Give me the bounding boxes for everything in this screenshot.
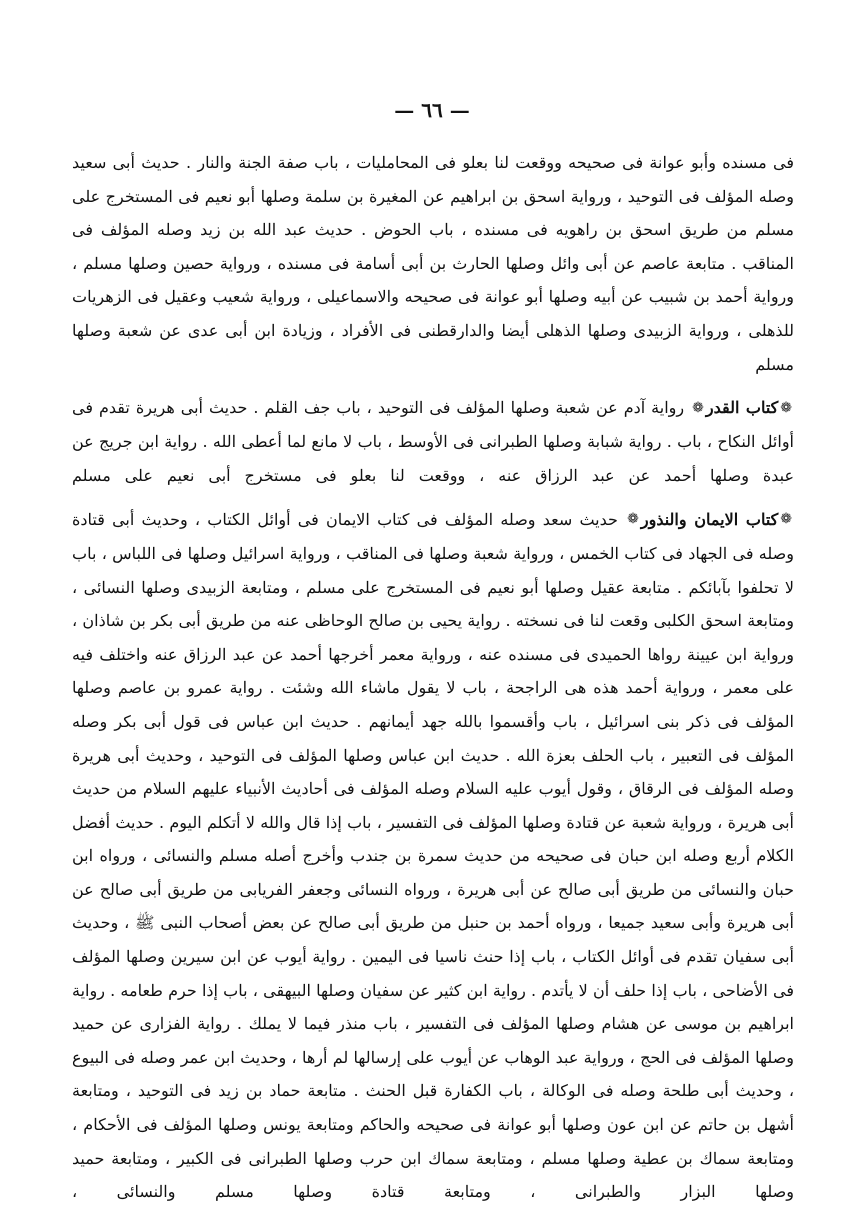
ornament-icon: ❁ [692, 399, 704, 416]
paragraph-3 [72, 503, 794, 1209]
paragraph-2 [72, 391, 794, 492]
chapter-heading-qadar: كتاب القدر [705, 398, 779, 418]
paragraph-1 [72, 146, 794, 381]
page-content [72, 146, 794, 1209]
paragraph-2-text: رواية آدم عن شعبة وصلها المؤلف فى التوحيد ، باب جف القلم . حديث أبى هريرة تقدم فى أوائل النكاح ، باب . رواية شبابة وصلها الطبرانى فى الأوسط ، باب لا مانع لما أعطى الله . رواية ابن جريج عن عبدة وصلها أحمد عن عبد الرزاق عنه ، ووقعت لنا بعلو فى مستخرج أبى نعيم على مسلم [72, 398, 794, 486]
ornament-icon: ❁ [627, 511, 639, 528]
paragraph-3-text: حديث سعد وصله المؤلف فى كتاب الايمان فى أوائل الكتاب ، وحديث أبى قتادة وصله فى الجهاد فى كتاب الخمس ، ورواية شعبة وصلها فى المناقب ، ورواية اسرائيل وصلها فى اللباس ، باب لا تحلفوا بآبائكم . متابعة عقيل وصلها أبو نعيم فى المستخرج على مسلم ، ومتابعة الزبيدى وصلها النسائى ، ومتابعة اسحق الكلبى وقعت لنا فى نسخته . رواية يحيى بن صالح الوحاظى عنه من طريق أبى بكر بن شاذان ، ورواية ابن عيينة رواها الحميدى فى مسنده عنه ، ورواية معمر أخرجها أحمد عن عبد الرزاق عنه واختلف فيه على معمر ، ورواية أحمد هذه هى الراجحة ، باب لا يقول ماشاء الله وشئت . رواية عمرو بن عاصم وصلها المؤلف فى ذكر بنى اسرائيل ، باب وأقسموا بالله جهد أيمانهم . حديث ابن عباس فى قول أبى بكر وصله المؤلف فى التعبير ، باب الحلف بعزة الله . حديث ابن عباس وصلها المؤلف فى التوحيد ، وحديث أبى هريرة وصله المؤلف فى الرقاق ، وقول أيوب عليه السلام وصله المؤلف فى أحاديث الأنبياء عليهم السلام من حديث أبى هريرة ، ورواية شعبة عن قتادة وصلها المؤلف فى التفسير ، باب إذا قال والله لا أتكلم اليوم . حديث أفضل الكلام أربع وصله ابن حبان فى صحيحه من حديث سمرة بن جندب وأخرج أصله مسلم والنسائى ، ورواه ابن حبان والنسائى من طريق أبى صالح عن أبى هريرة ، ورواه النسائى وجعفر الفريابى من طريق أبى صالح عن أبى هريرة وأبى سعيد جميعا ، ورواه أحمد بن حنبل من طريق أبى صالح عن بعض أصحاب النبى ﷺ ، وحديث أبى سفيان تقدم فى أوائل الكتاب ، باب إذا حنث ناسيا فى اليمين . رواية أيوب عن ابن سيرين وصلها المؤلف فى الأضاحى ، باب إذا حلف أن لا يأتدم . رواية ابن كثير عن سفيان وصلها البيهقى ، باب إذا حرم طعامه . رواية ابراهيم بن موسى عن هشام وصلها المؤلف فى التفسير ، باب منذر فيما لا يملك . رواية الفزارى عن حميد وصلها المؤلف فى الحج ، ورواية عبد الوهاب عن أيوب على إرسالها لم أرها ، وحديث ابن عمر وصله فى البيوع ، وحديث أبى طلحة وصله فى الوكالة ، باب الكفارة قبل الحنث . متابعة حماد بن زيد فى التوحيد ، ومتابعة أشهل بن حاتم عن ابن عون وصلها أبو عوانة فى صحيحه والحاكم ومتابعة يونس وصلها المؤلف فى الأحكام ، ومتابعة سماك بن عطية وصلها مسلم ، ومتابعة سماك ابن حرب وصلها الطبرانى فى الكبير ، ومتابعة حميد وصلها البزار والطبرانى ، ومتابعة قتادة وصلها مسلم والنسائى ، [72, 509, 794, 1202]
ornament-icon: ❁ [780, 399, 792, 416]
paragraph-1-text: فى مسنده وأبو عوانة فى صحيحه ووقعت لنا بعلو فى المحامليات ، باب صفة الجنة والنار . حديث أبى سعيد وصله المؤلف فى التوحيد ، ورواية اسحق بن ابراهيم عن المغيرة بن سلمة وصلها أبو نعيم فى المستخرج على مسلم من طريق اسحق بن راهويه فى مسنده ، باب الحوض . حديث عبد الله بن زيد وصله المؤلف فى المناقب . متابعة عاصم عن أبى وائل وصلها الحارث بن أبى أسامة فى مسنده ، ورواية حصين وصلها مسلم ، ورواية أحمد بن شبيب عن أبيه وصلها أبو عوانة فى صحيحه والاسماعيلى ، ورواية شعيب وعقيل فى الزهريات للذهلى ، ورواية الزبيدى وصلها الذهلى أيضا والدارقطنى فى الأفراد ، وزيادة ابن أبى عدى عن شعبة وصلها مسلم [72, 153, 795, 374]
chapter-heading-aiman: كتاب الايمان والنذور [640, 509, 779, 529]
page-number: — ٦٦ — [394, 98, 470, 122]
ornament-icon: ❁ [780, 511, 792, 528]
